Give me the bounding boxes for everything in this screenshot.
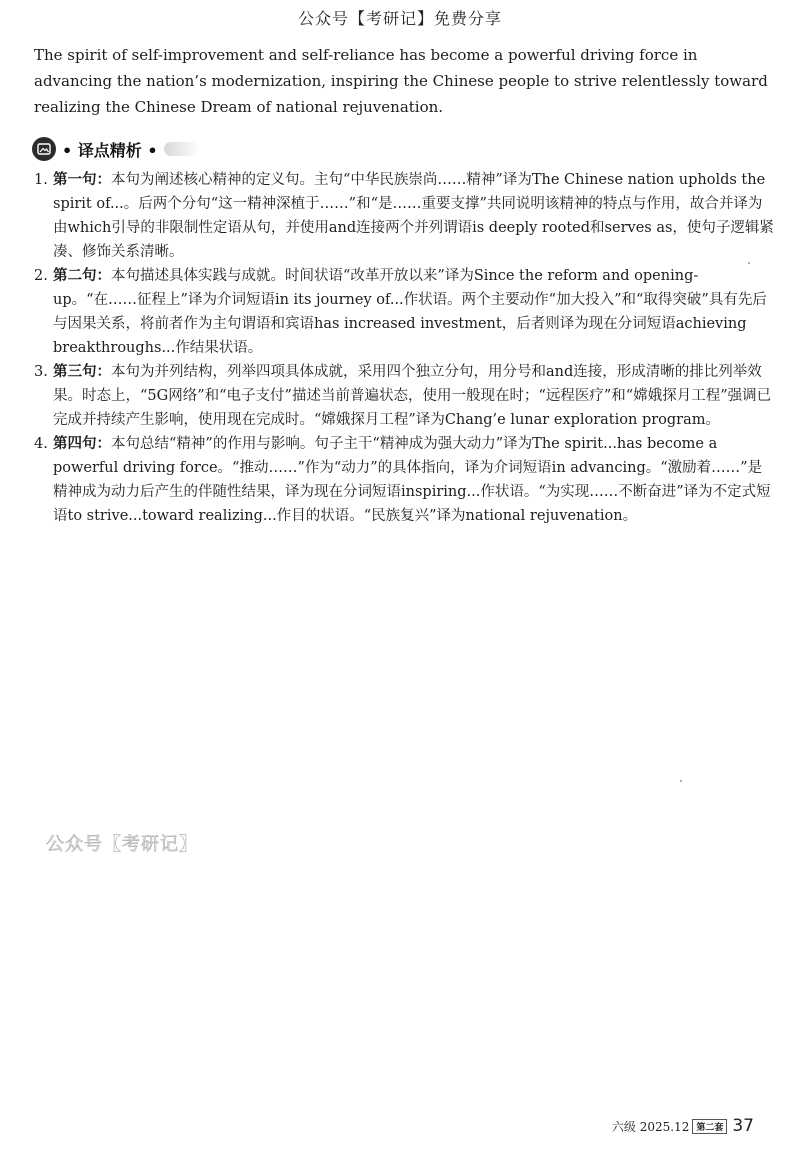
page-number: 37 [732,1116,754,1136]
note-lead: 第三句： [53,363,111,380]
note-number: 3. [34,364,48,380]
note-text [53,432,776,528]
note-item [34,360,776,432]
note-lead: 第一句： [53,171,111,188]
note-text [53,264,776,360]
note-item [34,264,776,360]
page-header: 公众号【考研记】免费分享 [297,9,502,28]
note-body: 本句为阐述核心精神的定义句。主句“中华民族崇尚……精神”译为The Chinese nation upholds the spirit of...。后两个分句“这一精神深植于……”和“是……重要支撑”共同说明该精神的特点与作用，故合并译为由which引导的非限制性定语从句，并使用and连接两个并列谓语is deeply rooted和serves as，使句子逻辑紧凑、修饰关系清晰。 [53,172,774,260]
translation-paragraph: The spirit of self-improvement and self-reliance has become a powerful driving force in advancing the nation’s modernization, inspiring the Chinese people to strive relentlessly toward realizing the Chinese Dream of national rejuvenation. [34,46,768,116]
decorative-fade [164,142,200,156]
note-text [53,168,776,264]
image-icon [32,137,56,161]
section-heading [32,135,200,163]
journal-label: 六级 2025.12 [611,1119,690,1134]
section-title: • 译点精析 • [62,140,158,160]
note-body: 本句总结“精神”的作用与影响。句子主干“精神成为强大动力”译为The spirit...has become a powerful driving force。“推动……”作为“动力”的具体指向，译为介词短语in advancing。“激励着……”是精神成为动力后产生的伴随性结果，译为现在分词短语inspiring...作状语。“为实现……不断奋进”译为不定式短语to strive...toward realizing...作目的状语。“民族复兴”译为national rejuvenation。 [53,436,771,524]
note-number: 1. [34,172,48,188]
note-number: 2. [34,268,48,284]
note-item [34,432,776,528]
note-text [53,360,776,432]
note-number: 4. [34,436,48,452]
note-body: 本句描述具体实践与成就。时间状语“改革开放以来”译为Since the reform and opening-up。“在……征程上”译为介词短语in its journey of...作状语。两个主要动作“加大投入”和“取得突破”具有先后与因果关系，将前者作为主句谓语和宾语has increased investment，后者则译为现在分词短语achieving breakthroughs...作结果状语。 [53,268,767,356]
scan-speck [748,262,750,264]
scan-speck [680,780,682,782]
note-body: 本句为并列结构，列举四项具体成就，采用四个独立分句，用分号和and连接，形成清晰的排比列举效果。时态上，“5G网络”和“电子支付”描述当前普遍状态，使用一般现在时；“远程医疗”和“嫦娥探月工程”强调已完成并持续产生影响，使用现在完成时。“嫦娥探月工程”译为Chang’e lunar exploration program。 [53,364,772,428]
watermark: 公众号【考研记】 [46,834,198,855]
issue-badge: 第二套 [692,1119,727,1134]
note-lead: 第二句： [53,267,111,284]
page-footer [612,1116,754,1136]
note-lead: 第四句： [53,435,111,452]
note-item [34,168,776,264]
notes-list [34,168,776,528]
